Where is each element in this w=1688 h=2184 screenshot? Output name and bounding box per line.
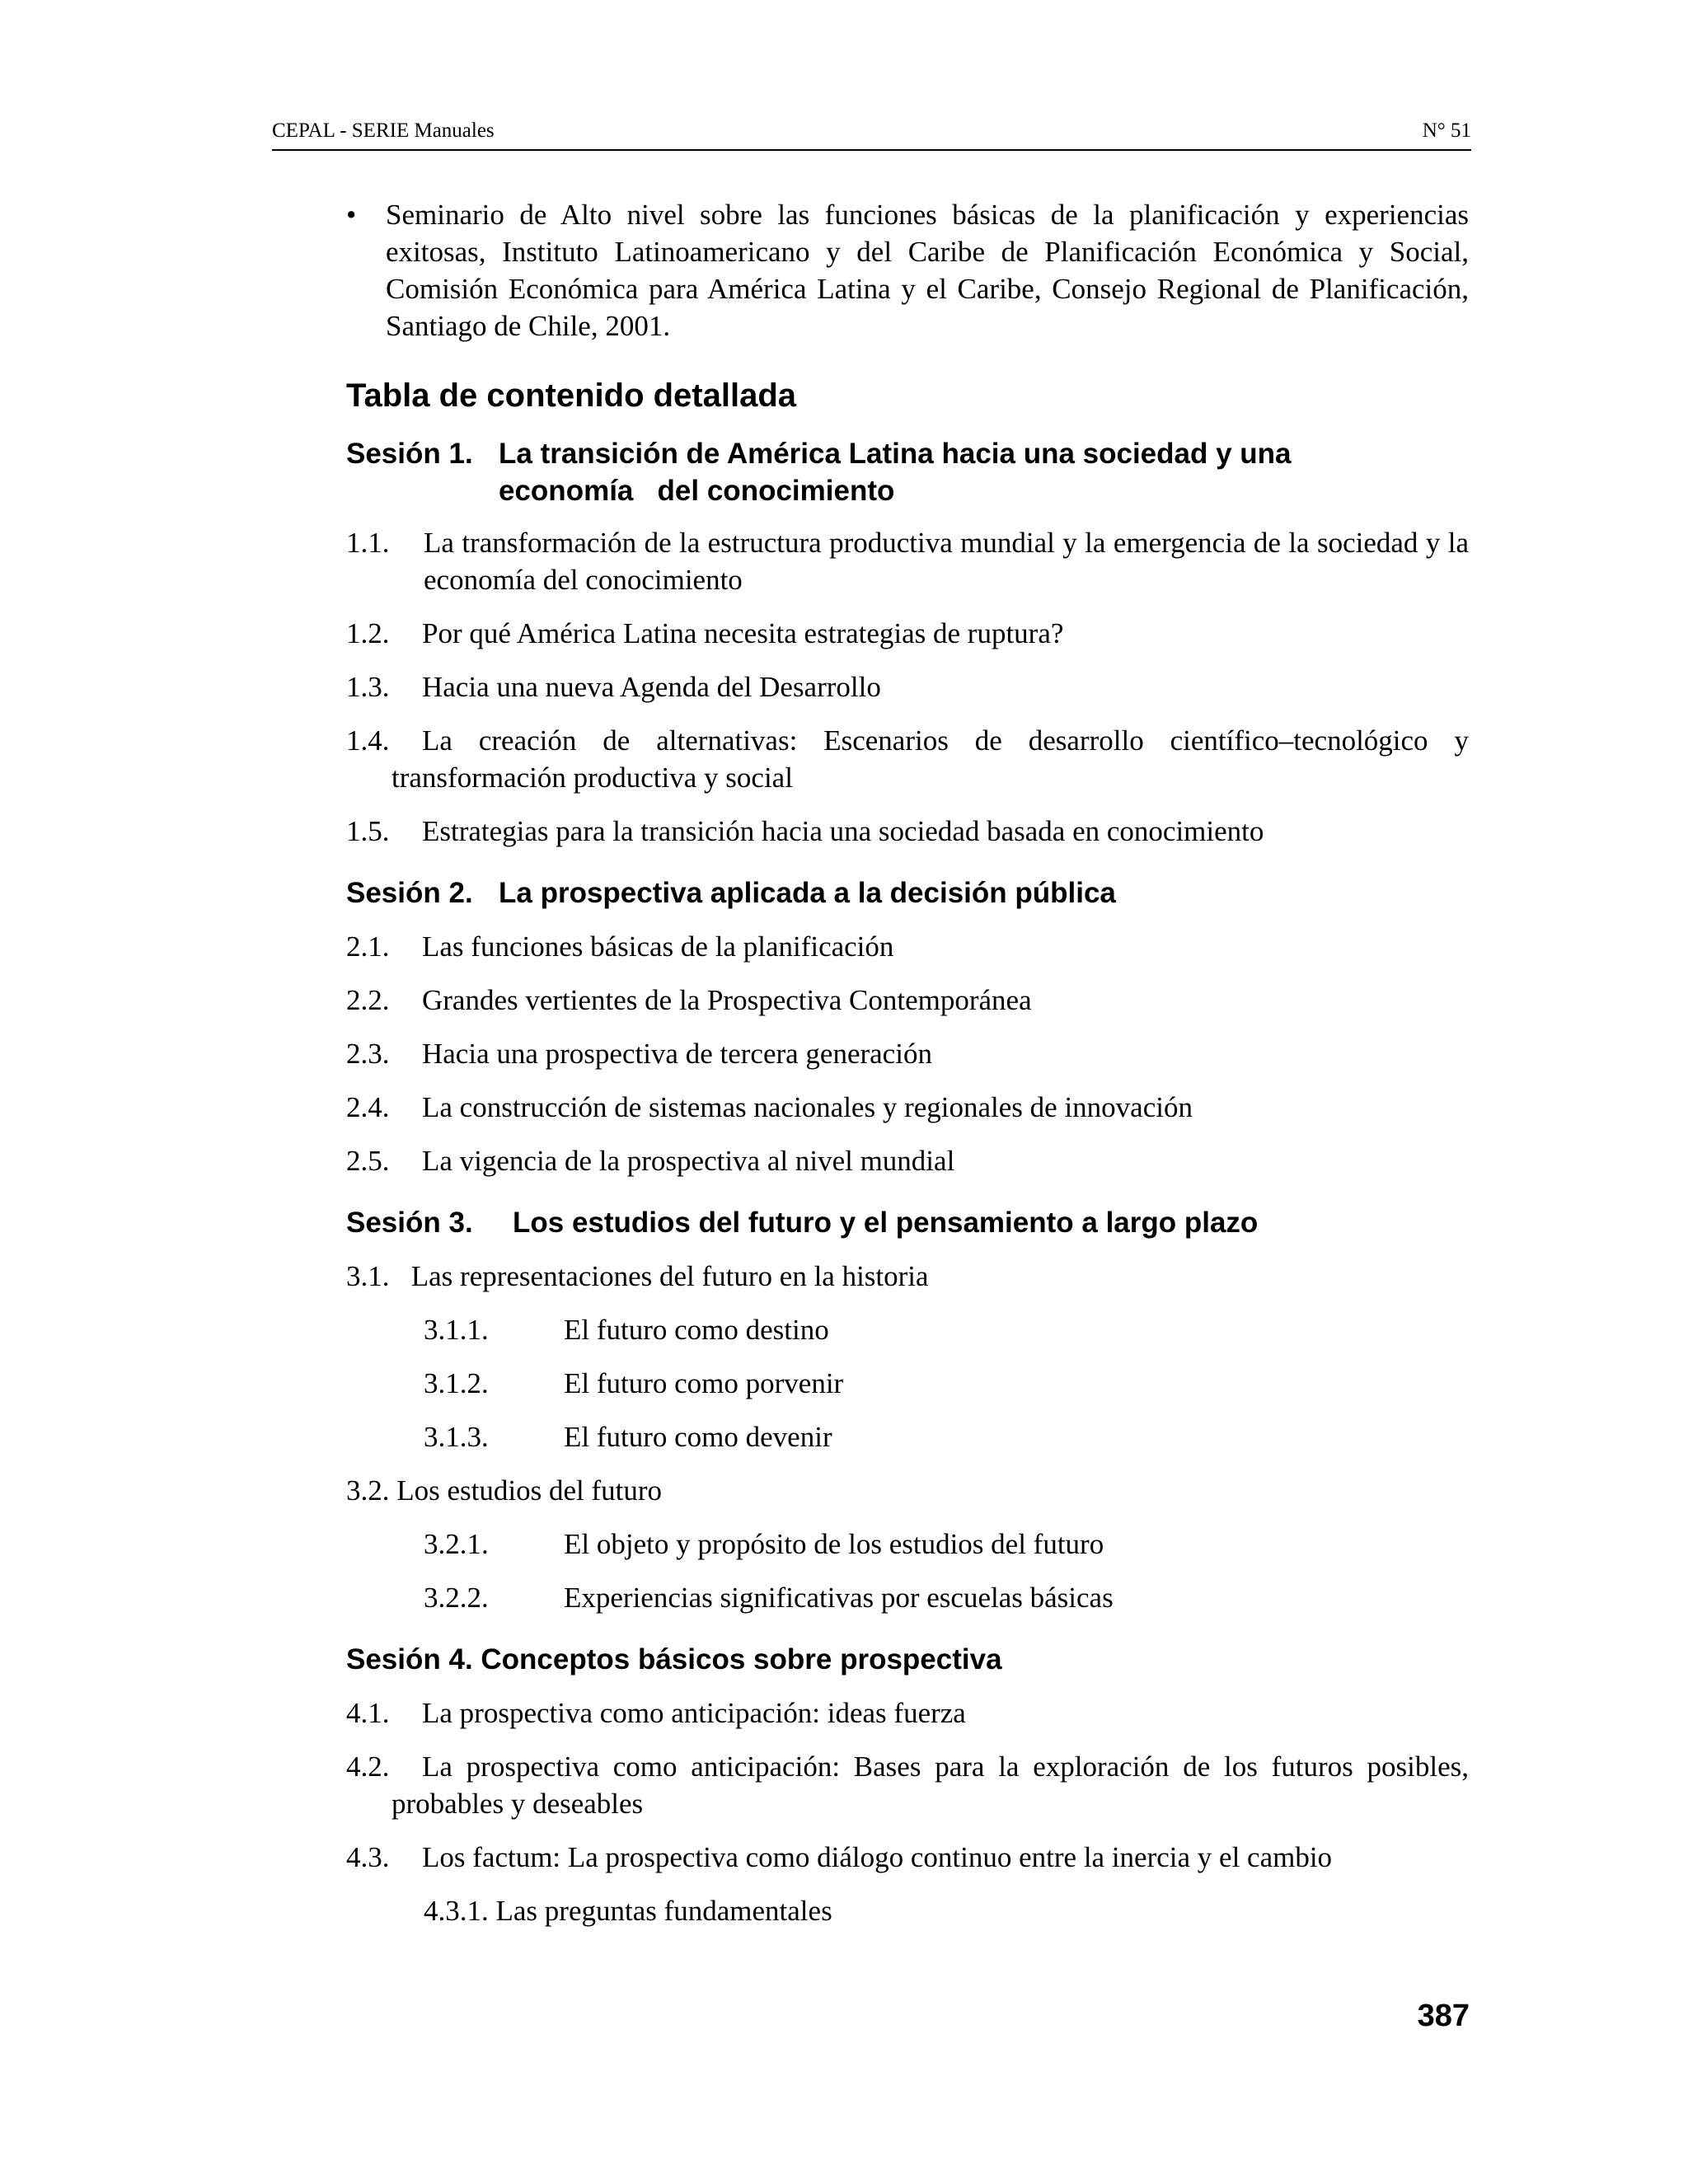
toc-item-number: 2.2. [346,984,390,1016]
toc-subitem-text: El objeto y propósito de los estudios del futuro [564,1528,1104,1560]
toc-item-text: La creación de alternativas: Escenarios de desarrollo científico–tecnológico y transformación productiva y social [392,724,1469,794]
toc-title: Tabla de contenido detallada [346,377,797,414]
toc-item-3-2: 3.2. Los estudios del futuro [346,1474,663,1507]
toc-item-4-3 [346,1839,1469,1876]
toc-subitem-number: 3.2.1. [424,1528,489,1560]
toc-item-text: La transformación de la estructura productiva mundial y la emergencia de la sociedad y la economía del conocimiento [424,527,1469,596]
toc-item-number: 1.2. [346,617,390,649]
toc-item-1-3 [346,668,1469,705]
toc-item-1-1 [346,524,1469,598]
session-1-number: Sesión 1. [346,438,473,470]
toc-item-number: 1.1. [346,527,390,559]
toc-item-number: 1.5. [346,815,390,847]
session-3-heading [346,1204,1469,1241]
session-1-title-line-2: economía del conocimiento [499,475,895,507]
toc-item-text: La vigencia de la prospectiva al nivel mundial [422,1145,955,1177]
bullet-text: Seminario de Alto nivel sobre las funciones básicas de la planificación y experiencias exitosas, Instituto Latinoamericano y del Caribe de Planificación Económica y Social, Comisión Económica para América Latina y el Caribe, Consejo Regional de Planificación, Santiago de Chile, 2001. [386,199,1469,342]
toc-item-text: Las funciones básicas de la planificación [422,930,894,963]
toc-item-number: 2.5. [346,1145,390,1177]
toc-item-1-4 [346,722,1469,796]
toc-item-text: Hacia una prospectiva de tercera generación [422,1038,932,1070]
toc-item-number: 2.4. [346,1091,390,1123]
toc-item-1-2 [346,615,1469,652]
running-header-number: N° 51 [1422,120,1471,142]
bullet-item [346,196,1469,344]
toc-subitem-3-2-2 [346,1579,1469,1616]
toc-subitem-number: 3.1.2. [424,1367,489,1399]
toc-subitem-text: El futuro como porvenir [564,1367,844,1399]
session-1-title-line-1: La transición de América Latina hacia una sociedad y una [499,438,1292,470]
toc-item-text: La prospectiva como anticipación: Bases para la exploración de los futuros posibles, probables y deseables [392,1750,1469,1820]
toc-item-2-2 [346,982,1469,1019]
toc-item-2-1 [346,928,1469,965]
toc-item-text: Hacia una nueva Agenda del Desarrollo [422,671,881,703]
page-number: 387 [1417,1999,1470,2033]
running-header [272,120,1471,151]
toc-item-text: La construcción de sistemas nacionales y regionales de innovación [422,1091,1193,1123]
toc-subitem-3-1-2 [346,1365,1469,1402]
toc-item-4-2 [346,1748,1469,1822]
toc-item-3-1: 3.1. Las representaciones del futuro en la historia [346,1260,929,1292]
page-content [346,196,1469,1929]
toc-item-number: 1.3. [346,671,390,703]
toc-subitem-4-3-1: 4.3.1. Las preguntas fundamentales [424,1895,832,1927]
session-4-heading [346,1641,1469,1678]
toc-subitem-text: Experiencias significativas por escuelas básicas [564,1582,1114,1614]
toc-subitem-3-2-1 [346,1526,1469,1563]
toc-item-4-1 [346,1694,1469,1732]
session-1-heading [346,435,1469,509]
toc-item-1-5 [346,813,1469,850]
toc-item-text: Estrategias para la transición hacia una sociedad basada en conocimiento [422,815,1264,847]
toc-item-text: Los factum: La prospectiva como diálogo continuo entre la inercia y el cambio [422,1841,1333,1873]
toc-item-2-4 [346,1089,1469,1126]
toc-item-number: 2.3. [346,1038,390,1070]
toc-item-number: 1.4. [346,724,390,757]
toc-subitem-3-1-3 [346,1418,1469,1455]
toc-subitem-text: El futuro como devenir [564,1421,832,1453]
session-1-title [499,435,1469,509]
toc-item-text: Por qué América Latina necesita estrategias de ruptura? [422,617,1064,649]
toc-subitem-number: 3.1.1. [424,1314,489,1346]
toc-subitem-number: 3.1.3. [424,1421,489,1453]
session-3-title: Los estudios del futuro y el pensamiento a largo plazo [513,1207,1259,1239]
running-header-series: CEPAL - SERIE Manuales [272,120,495,142]
session-4-title: Sesión 4. Conceptos básicos sobre prospectiva [346,1643,1002,1675]
toc-item-text: Grandes vertientes de la Prospectiva Contemporánea [422,984,1032,1016]
toc-subitem-3-1-1 [346,1311,1469,1348]
session-2-number: Sesión 2. [346,877,473,909]
toc-item-number: 4.3. [346,1841,390,1873]
bullet-dot: • [346,199,357,231]
toc-item-number: 2.1. [346,930,390,963]
session-3-number: Sesión 3. [346,1207,473,1239]
session-2-title: La prospectiva aplicada a la decisión pública [499,877,1116,909]
toc-item-number: 4.2. [346,1750,390,1783]
toc-item-2-5 [346,1142,1469,1179]
toc-item-number: 4.1. [346,1697,390,1729]
session-2-heading [346,874,1469,912]
toc-subitem-text: El futuro como destino [564,1314,829,1346]
toc-subitem-number: 3.2.2. [424,1582,489,1614]
toc-item-2-3 [346,1035,1469,1072]
toc-item-text: La prospectiva como anticipación: ideas fuerza [422,1697,966,1729]
